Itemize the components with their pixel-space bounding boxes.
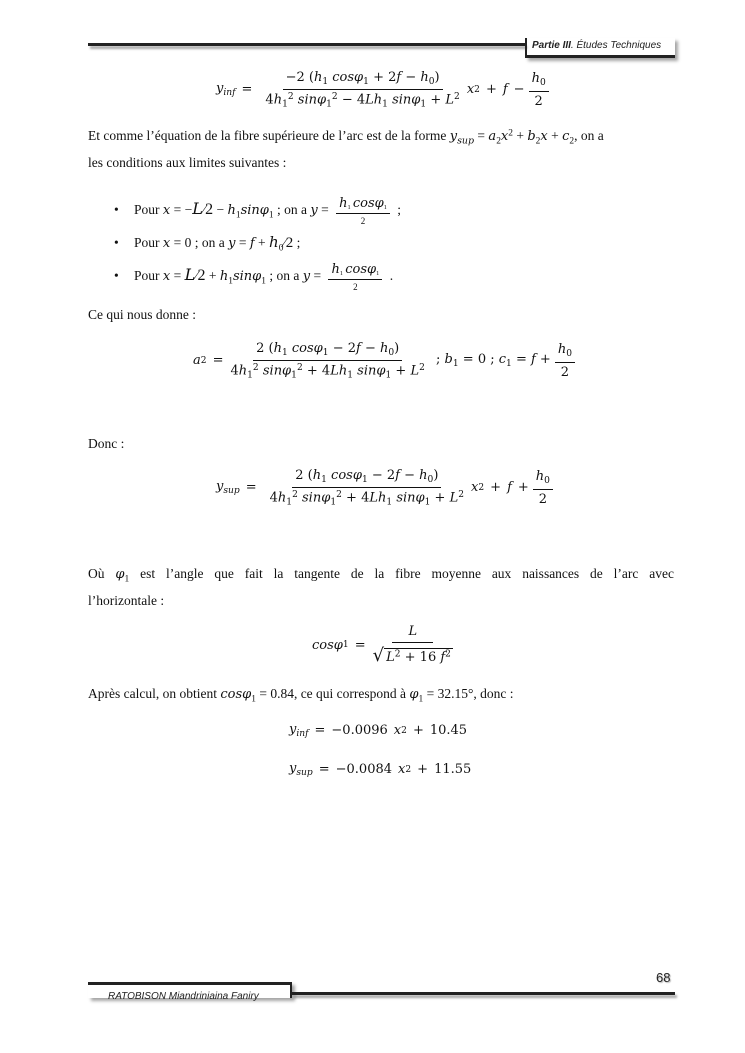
- equation-coefficients: a 2 = $\frac{2 (h_1 \cos\varphi_1 - 2f - h_0)}{4h_1^2 \sin\varphi_1^2 + 4Lh_1 \sin\varphi_1 + L^2}$ ; $b_1 = 0$ ; $c_1 = f$ + $\frac{h_0}{2}$: [193, 341, 579, 381]
- equation-cosphi: cosφ 1 = $\frac{L}{√ L^2 + 16 f^2}$: [312, 624, 451, 666]
- footer-author: RATOBISON Miandriniaina Faniry: [108, 991, 259, 1002]
- header-title: Partie III. Études Techniques: [532, 40, 662, 51]
- equation-ysup: $y_{sup}$ = $\frac{2 (h_1 \cos\varphi_1 - 2f - h_0)}{4h_1^2 \sin\varphi_1^2 + 4Lh_1 \sin\varphi_1 + L^2}$ x 2 + f + $\frac{h_0}{2}$: [216, 468, 557, 508]
- header-rule: [88, 43, 525, 46]
- paragraph-result: Après calcul, on obtient cosφ$_1$ = 0.84, ce qui correspond à $\varphi_1 = 32.15^\circ$, donc :: [88, 686, 514, 705]
- paragraph-angle-line2: l’horizontale :: [88, 593, 165, 608]
- paragraph-donc: Donc :: [88, 436, 125, 451]
- footer-rule: [292, 992, 675, 995]
- condition-2: • Pour x = 0 ; on a $y = f + h_0⁄2$ ;: [114, 233, 301, 254]
- condition-1: • Pour x = −L⁄2 − $h_1\sin\varphi_1$ ; on a y = $\frac{h_1 \cos\varphi_1}{2}$ ;: [114, 196, 402, 227]
- equation-yinf: $y_{inf}$ = $\frac{-2 (h_1 \cos\varphi_1 + 2f - h_0)}{4h_1^2 \sin\varphi_1^2 - 4Lh_1 \sin\varphi_1 + L^2}$ x 2 + f − $\frac{h_0}{2}$: [216, 70, 553, 110]
- paragraph-fibre-sup: Et comme l’équation de la fibre supérieure de l’arc est de la forme $y_{sup} = a_2x^2 + b_2x + c_2$, on a: [88, 128, 604, 147]
- paragraph-angle: Où $\varphi_1$ est l’angle que fait la tangente de la fibre moyenne aux naissances de l’arc avec: [88, 566, 675, 585]
- result-yinf: $y_{inf}$ = −0.0096 x 2 + 10.45: [289, 722, 468, 740]
- page-number: 68: [656, 970, 671, 985]
- paragraph-donne: Ce qui nous donne :: [88, 307, 196, 322]
- condition-3: • Pour x = L⁄2 + $h_1\sin\varphi_1$ ; on a y = $\frac{h_1 \cos\varphi_1}{2}$ .: [114, 262, 394, 293]
- result-ysup: $y_{sup}$ = −0.0084 x 2 + 11.55: [289, 761, 472, 779]
- paragraph-fibre-sup-line2: les conditions aux limites suivantes :: [88, 155, 287, 170]
